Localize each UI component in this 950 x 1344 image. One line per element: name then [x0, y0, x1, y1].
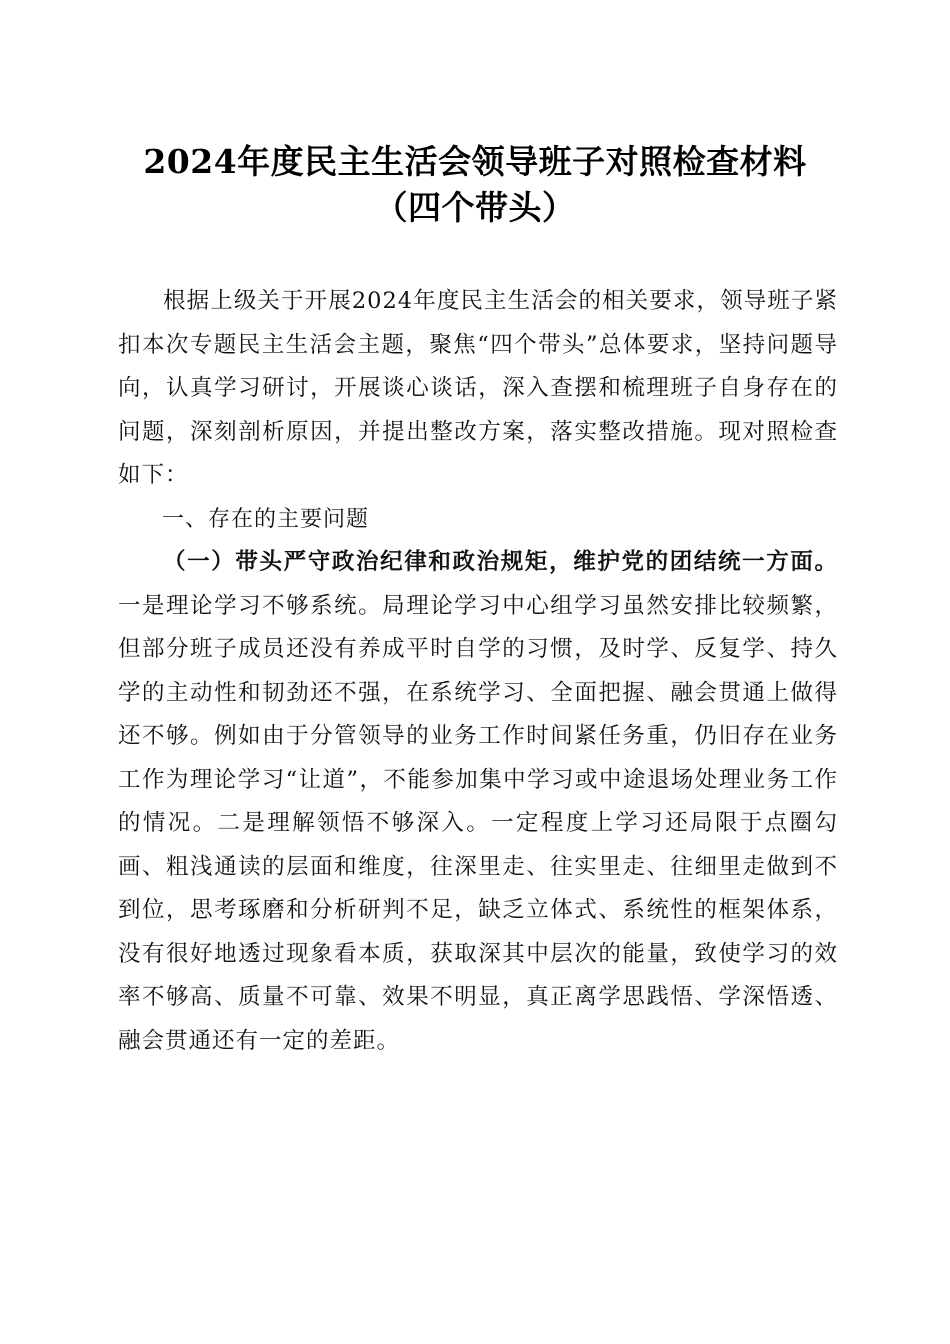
document-title-line2: （四个带头） — [374, 188, 576, 227]
document-body — [118, 280, 838, 1063]
subsection-heading: （一）带头严守政治纪律和政治规矩，维护党的团结统一方面。 — [163, 549, 838, 575]
section-heading: 一、存在的主要问题 — [162, 506, 370, 532]
intro-paragraph: 根据上级关于开展2024年度民主生活会的相关要求，领导班子紧扣本次专题民主生活会主题，聚焦“四个带头”总体要求，坚持问题导向，认真学习研讨，开展谈心谈话，深入查摆和梳理班子自身存在的问题，深刻剖析原因，并提出整改方案，落实整改措施。现对照检查如下： — [118, 288, 838, 488]
document-title-line1: 2024年度民主生活会领导班子对照检查材料 — [143, 142, 807, 181]
subsection-paragraph — [118, 541, 838, 1063]
subsection-body: 一是理论学习不够系统。局理论学习中心组学习虽然安排比较频繁，但部分班子成员还没有养成平时自学的习惯，及时学、反复学、持久学的主动性和韧劲还不强，在系统学习、全面把握、融会贯通上做得还不够。例如由于分管领导的业务工作时间紧任务重，仍旧存在业务工作为理论学习“让道”，不能参加集中学习或中途退场处理业务工作的情况。二是理解领悟不够深入。一定程度上学习还局限于点圈勾画、粗浅通读的层面和维度，往深里走、往实里走、往细里走做到不到位，思考琢磨和分析研判不足，缺乏立体式、系统性的框架体系，没有很好地透过现象看本质，获取深其中层次的能量，致使学习的效率不够高、质量不可靠、效果不明显，真正离学思践悟、学深悟透、融会贯通还有一定的差距。 — [118, 592, 838, 1054]
